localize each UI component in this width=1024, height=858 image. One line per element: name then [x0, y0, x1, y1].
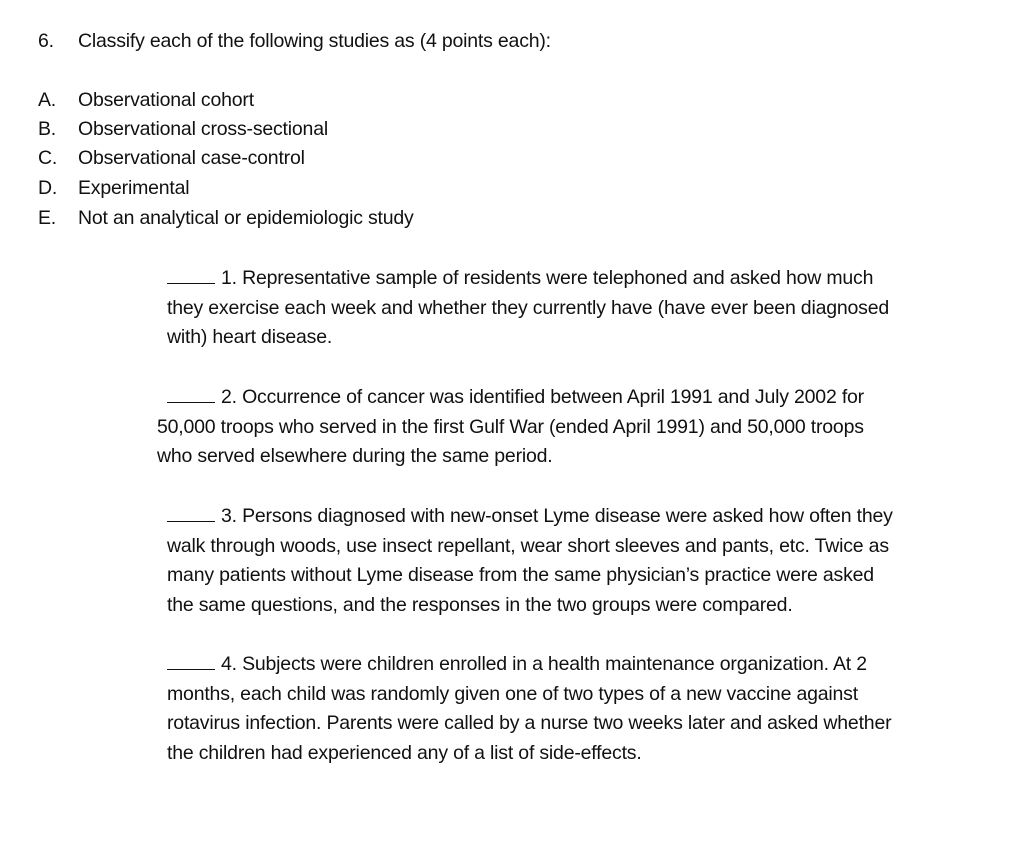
study-item-4-line-1: 4. Subjects were children enrolled in a health maintenance organization. At 2	[221, 653, 867, 675]
option-letter-c: C.	[38, 147, 58, 169]
option-letter-d: D.	[38, 177, 58, 199]
option-text-c: Observational case-control	[78, 147, 305, 169]
study-item-2	[157, 383, 864, 472]
option-text-e: Not an analytical or epidemiologic study	[78, 207, 414, 229]
study-item-3-line-1: 3. Persons diagnosed with new-onset Lyme disease were asked how often they	[221, 505, 893, 527]
answer-blank-1[interactable]	[167, 265, 215, 284]
study-item-2-line-1: 2. Occurrence of cancer was identified between April 1991 and July 2002 for	[221, 386, 864, 408]
option-letter-e: E.	[38, 207, 57, 229]
study-item-3-line-4: the same questions, and the responses in the two groups were compared.	[167, 593, 793, 616]
option-letter-b: B.	[38, 118, 57, 140]
study-item-3-line-2: walk through woods, use insect repellant, wear short sleeves and pants, etc. Twice as	[167, 534, 889, 557]
study-item-3	[167, 502, 893, 620]
option-text-b: Observational cross-sectional	[78, 118, 328, 140]
study-item-4	[167, 650, 891, 768]
answer-blank-2[interactable]	[167, 384, 215, 403]
study-item-2-line-3: who served elsewhere during the same period.	[157, 445, 553, 468]
study-item-3-line-3: many patients without Lyme disease from the same physician’s practice were asked	[167, 564, 874, 587]
study-item-1-line-1: 1. Representative sample of residents were telephoned and asked how much	[221, 267, 874, 289]
answer-blank-3[interactable]	[167, 503, 215, 522]
study-item-4-line-3: rotavirus infection. Parents were called by a nurse two weeks later and asked whether	[167, 712, 892, 735]
study-item-4-line-4: the children had experienced any of a list of side-effects.	[167, 741, 642, 764]
study-item-1	[167, 264, 889, 353]
option-text-a: Observational cohort	[78, 89, 254, 111]
study-item-1-line-2: they exercise each week and whether they currently have (have ever been diagnosed	[167, 296, 890, 319]
study-item-1-line-3: with) heart disease.	[167, 326, 333, 349]
answer-blank-4[interactable]	[167, 651, 215, 670]
question-prompt: Classify each of the following studies as (4 points each):	[78, 30, 551, 52]
question-number: 6.	[38, 30, 54, 52]
option-letter-a: A.	[38, 89, 57, 111]
option-text-d: Experimental	[78, 177, 190, 199]
study-item-2-line-2: 50,000 troops who served in the first Gulf War (ended April 1991) and 50,000 troops	[157, 415, 864, 438]
study-item-4-line-2: months, each child was randomly given one of two types of a new vaccine against	[167, 682, 858, 705]
